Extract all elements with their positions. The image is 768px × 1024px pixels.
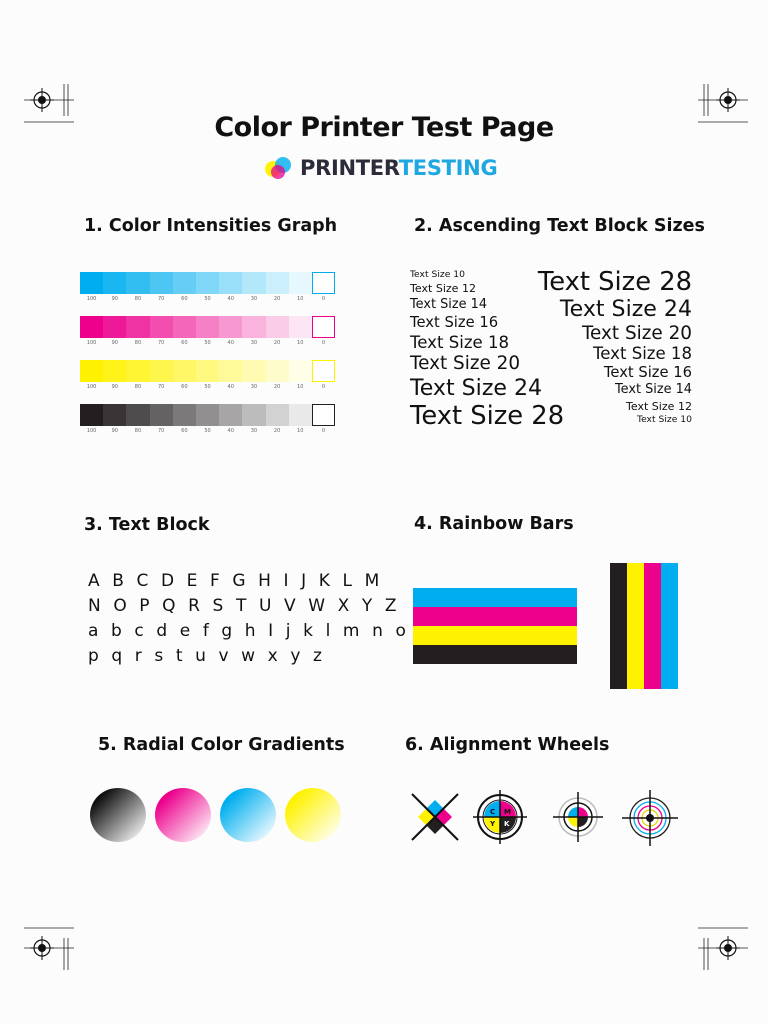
intensity-tick-label: 80 xyxy=(134,340,142,346)
intensity-tick-label: 20 xyxy=(273,428,281,434)
intensity-tick-label: 20 xyxy=(273,296,281,302)
intensity-cell xyxy=(289,316,312,338)
alphabet-lowercase-line-1: a b c d e f g h I j k l m n o xyxy=(88,621,410,641)
intensity-cell xyxy=(103,360,126,382)
intensity-tick-label: 40 xyxy=(227,384,234,390)
text-size-sample: Text Size 14 xyxy=(614,382,692,398)
rainbow-vbar-yellow xyxy=(627,563,644,689)
intensity-tick-label: 70 xyxy=(157,384,165,390)
intensity-tick-label: 90 xyxy=(111,428,118,434)
alignment-wheel-cmyk-letters xyxy=(471,788,529,846)
text-size-sample: Text Size 12 xyxy=(625,399,692,413)
section-heading-text-block: 3. Text Block xyxy=(84,515,210,535)
registration-mark-bottom-right xyxy=(698,920,748,970)
intensity-tick-label: 0 xyxy=(321,428,326,434)
intensity-cell xyxy=(242,272,265,294)
text-size-sample: Text Size 24 xyxy=(410,375,543,401)
text-size-sample: Text Size 10 xyxy=(637,414,692,426)
rainbow-vertical-bars xyxy=(610,563,678,689)
intensity-cell xyxy=(219,316,242,338)
alphabet-uppercase-line-2: N O P Q R S T U V W X Y Z xyxy=(88,596,401,616)
intensity-cell xyxy=(289,404,312,426)
intensity-tick-row xyxy=(80,383,335,391)
intensity-cell xyxy=(150,360,173,382)
intensity-tick-label: 60 xyxy=(181,384,188,390)
intensity-tick-label: 100 xyxy=(86,428,97,434)
wheel-letter-c: C xyxy=(490,808,496,816)
intensity-tick-label: 90 xyxy=(111,296,118,302)
intensity-cell xyxy=(266,404,289,426)
intensity-cell xyxy=(312,360,335,382)
intensity-cell xyxy=(266,316,289,338)
intensity-strip-cyan xyxy=(80,272,335,294)
text-size-sample: Text Size 20 xyxy=(410,353,521,375)
intensity-cell xyxy=(173,316,196,338)
intensity-cell xyxy=(219,272,242,294)
intensity-tick-label: 40 xyxy=(227,340,234,346)
intensity-tick-label: 60 xyxy=(181,340,188,346)
wheel-letter-y: Y xyxy=(490,820,496,828)
intensity-cell xyxy=(173,360,196,382)
intensity-cell xyxy=(80,404,103,426)
rainbow-vbar-magenta xyxy=(644,563,661,689)
section-heading-radial-gradients: 5. Radial Color Gradients xyxy=(98,735,345,755)
rainbow-vbar-black xyxy=(610,563,627,689)
descending-text-right-column xyxy=(500,267,692,428)
logo-word-testing: TESTING xyxy=(398,156,498,180)
intensity-cell xyxy=(219,360,242,382)
intensity-tick-label: 30 xyxy=(250,340,258,346)
rainbow-vbar-cyan xyxy=(661,563,678,689)
text-size-sample: Text Size 18 xyxy=(410,332,510,352)
text-size-sample: Text Size 18 xyxy=(592,344,692,364)
text-size-sample: Text Size 14 xyxy=(410,296,488,312)
page-title: Color Printer Test Page xyxy=(214,112,554,143)
intensity-cell xyxy=(289,360,312,382)
printertesting-logo xyxy=(262,150,497,186)
intensity-tick-label: 30 xyxy=(250,296,258,302)
intensity-cell xyxy=(173,272,196,294)
section-heading-color-intensities: 1. Color Intensities Graph xyxy=(84,216,338,236)
radial-gradient-magenta xyxy=(155,788,211,842)
intensity-strip-magenta xyxy=(80,316,335,338)
intensity-cell xyxy=(219,404,242,426)
intensity-cell xyxy=(312,272,335,294)
intensity-tick-label: 80 xyxy=(134,428,142,434)
intensity-tick-label: 100 xyxy=(86,384,97,390)
alignment-wheel-rings xyxy=(620,788,680,848)
intensity-tick-label: 80 xyxy=(134,296,142,302)
section-heading-ascending-text: 2. Ascending Text Block Sizes xyxy=(414,216,705,236)
rainbow-hbar-magenta xyxy=(413,607,577,626)
intensity-tick-label: 90 xyxy=(111,384,118,390)
intensity-tick-label: 70 xyxy=(157,340,165,346)
intensity-cell xyxy=(126,272,149,294)
registration-mark-bottom-left xyxy=(24,920,74,970)
rainbow-horizontal-bars xyxy=(413,588,577,664)
intensity-cell xyxy=(196,316,219,338)
section-heading-rainbow-bars: 4. Rainbow Bars xyxy=(414,514,574,534)
intensity-tick-label: 60 xyxy=(181,296,188,302)
intensity-tick-label: 40 xyxy=(227,296,234,302)
intensity-tick-label: 100 xyxy=(86,340,97,346)
intensity-cell xyxy=(80,316,103,338)
rainbow-hbar-black xyxy=(413,645,577,664)
intensity-tick-label: 10 xyxy=(297,340,304,346)
intensity-cell xyxy=(150,272,173,294)
rainbow-hbar-cyan xyxy=(413,588,577,607)
intensity-tick-label: 10 xyxy=(297,428,304,434)
intensity-cell xyxy=(126,316,149,338)
intensity-cell xyxy=(266,360,289,382)
printertesting-logo-icon xyxy=(262,153,296,183)
section-heading-alignment-wheels: 6. Alignment Wheels xyxy=(405,735,610,755)
intensity-cell xyxy=(150,404,173,426)
intensity-tick-label: 30 xyxy=(250,384,258,390)
intensity-tick-label: 0 xyxy=(321,384,326,390)
text-size-sample: Text Size 10 xyxy=(410,269,465,280)
alignment-wheel-quadrant xyxy=(551,790,605,844)
intensity-tick-label: 60 xyxy=(181,428,188,434)
text-size-sample: Text Size 20 xyxy=(581,322,692,344)
intensity-tick-label: 40 xyxy=(227,428,234,434)
intensity-tick-label: 10 xyxy=(297,384,304,390)
radial-gradient-yellow xyxy=(285,788,341,842)
text-size-sample: Text Size 16 xyxy=(410,313,499,331)
text-size-sample: Text Size 12 xyxy=(410,282,477,296)
intensity-cell xyxy=(126,404,149,426)
text-size-sample: Text Size 16 xyxy=(603,364,692,382)
intensity-tick-label: 70 xyxy=(157,428,165,434)
intensity-cell xyxy=(312,404,335,426)
intensity-cell xyxy=(126,360,149,382)
intensity-cell xyxy=(266,272,289,294)
text-size-sample: Text Size 28 xyxy=(537,267,692,297)
intensity-cell xyxy=(196,272,219,294)
rainbow-hbar-yellow xyxy=(413,626,577,645)
radial-gradient-black xyxy=(90,788,146,842)
intensity-cell xyxy=(289,272,312,294)
logo-word-printer: PRINTER xyxy=(300,156,399,180)
intensity-tick-row xyxy=(80,339,335,347)
intensity-tick-label: 100 xyxy=(86,296,97,302)
wheel-letter-m: M xyxy=(504,808,511,816)
intensity-tick-row xyxy=(80,427,335,435)
text-size-sample: Text Size 24 xyxy=(559,297,692,323)
intensity-cell xyxy=(80,272,103,294)
intensity-cell xyxy=(242,360,265,382)
text-size-sample: Text Size 28 xyxy=(410,401,565,432)
alignment-wheel-diamond xyxy=(408,790,462,844)
intensity-tick-row xyxy=(80,295,335,303)
intensity-cell xyxy=(150,316,173,338)
intensity-tick-label: 20 xyxy=(273,340,281,346)
intensity-cell xyxy=(103,316,126,338)
intensity-cell xyxy=(196,404,219,426)
alphabet-lowercase-line-2: p q r s t u v w x y z xyxy=(88,646,326,666)
intensity-tick-label: 50 xyxy=(204,296,211,302)
intensity-tick-label: 50 xyxy=(204,428,211,434)
intensity-tick-label: 70 xyxy=(157,296,165,302)
intensity-cell xyxy=(173,404,196,426)
intensity-cell xyxy=(103,272,126,294)
radial-gradient-cyan xyxy=(220,788,276,842)
intensity-cell xyxy=(312,316,335,338)
intensity-strip-black xyxy=(80,404,335,426)
intensity-tick-label: 90 xyxy=(111,340,118,346)
wheel-letter-k: K xyxy=(504,820,510,828)
intensity-tick-label: 80 xyxy=(134,384,142,390)
alphabet-uppercase-line-1: A B C D E F G H I J K L M xyxy=(88,571,383,591)
intensity-tick-label: 0 xyxy=(321,340,326,346)
intensity-tick-label: 50 xyxy=(204,340,211,346)
intensity-cell xyxy=(103,404,126,426)
intensity-strip-yellow xyxy=(80,360,335,382)
intensity-cell xyxy=(80,360,103,382)
intensity-tick-label: 10 xyxy=(297,296,304,302)
intensity-cell xyxy=(196,360,219,382)
intensity-cell xyxy=(242,404,265,426)
intensity-cell xyxy=(242,316,265,338)
intensity-tick-label: 30 xyxy=(250,428,258,434)
intensity-tick-label: 0 xyxy=(321,296,326,302)
intensity-tick-label: 20 xyxy=(273,384,281,390)
intensity-tick-label: 50 xyxy=(204,384,211,390)
radial-gradient-circles xyxy=(90,788,350,842)
